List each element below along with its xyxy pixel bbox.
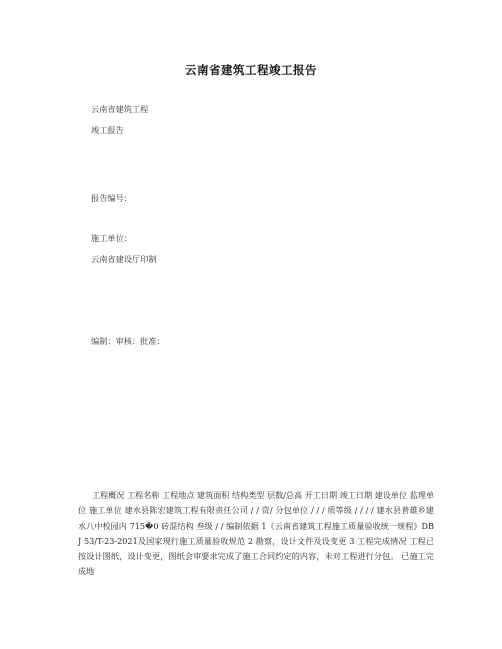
project-overview-paragraph: 工程概况 工程名称 工程地点 建筑面积 结构类型 层数/总高 开工日期 竣工日期 建设单位 监理单位 施工单位 建水县陈宏建筑工程有限责任公司 / / 资/ 分包单位 / / / 质等级 / / / / 建水县普雄乡建水八中校园内 715�0 砖混结构 叁级 / / 编制依据 1《云南省建筑工程施工质量验收统一规程》DBJ 53/T-23-2021及国家现行施工质量验收规范 2 勘察，设计文件及设变更 3 工程完成情况 工程已按设计图纸，设计变更，图纸会审要求完成了施工合同约定的内容，未对工程进行分包。 已施工完成地 — [78, 490, 434, 577]
cover-line-completion-report: 竣工报告 — [91, 125, 124, 135]
signoff-line: 编制：审核：批准： — [91, 336, 165, 346]
document-title: 云南省建筑工程竣工报告 — [185, 63, 317, 77]
construction-unit-label: 施工单位： — [91, 233, 132, 243]
printer-label: 云南省建设厅印制 — [91, 254, 157, 264]
cover-line-province-project: 云南省建筑工程 — [91, 104, 149, 114]
report-number-label: 报告编号： — [91, 193, 132, 203]
